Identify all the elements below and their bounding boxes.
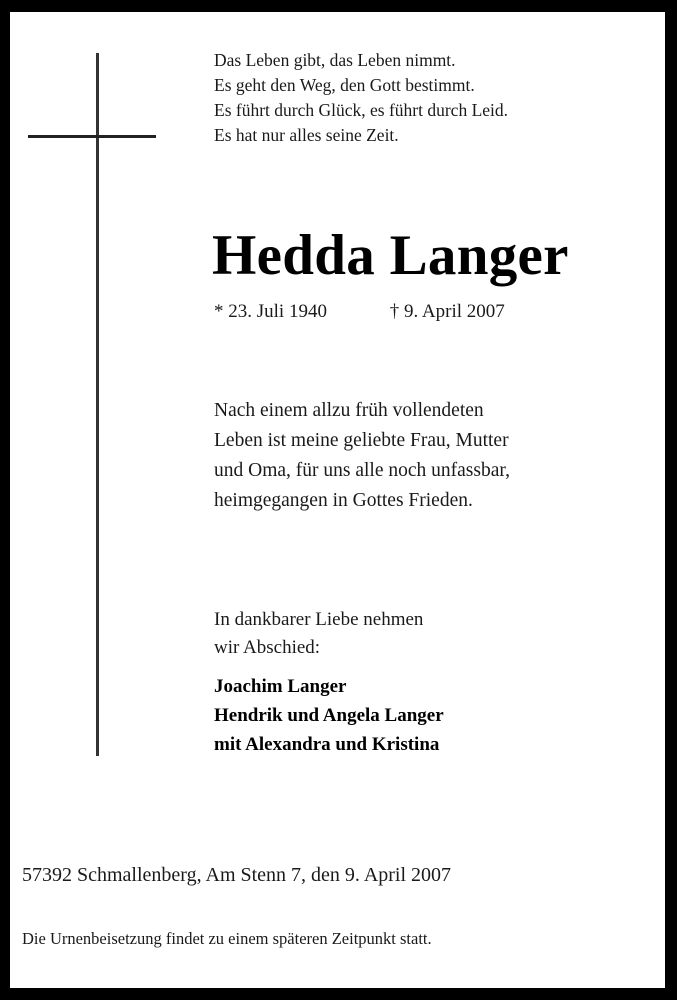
poem (214, 48, 508, 148)
message-line: Nach einem allzu früh vollendeten (214, 400, 484, 421)
address-line: 57392 Schmallenberg, Am Stenn 7, den 9. April 2007 (22, 864, 452, 886)
message-line: und Oma, für uns alle noch unfassbar, (214, 460, 510, 481)
poem-line: Es geht den Weg, den Gott bestimmt. (214, 75, 475, 95)
birth-date: * 23. Juli 1940 (214, 301, 327, 322)
life-dates (214, 300, 505, 324)
farewell-text (214, 606, 423, 662)
burial-note: Die Urnenbeisetzung findet zu einem späteren Zeitpunkt statt. (22, 929, 432, 948)
cross-icon-horizontal (28, 135, 156, 138)
family-names (214, 672, 444, 759)
poem-line: Das Leben gibt, das Leben nimmt. (214, 50, 456, 70)
poem-line: Es führt durch Glück, es führt durch Leid. (214, 100, 509, 120)
family-line: Joachim Langer (214, 676, 347, 697)
family-line: mit Alexandra und Kristina (214, 734, 440, 755)
farewell-line: In dankbarer Liebe nehmen (214, 609, 424, 630)
message-line: heimgegangen in Gottes Frieden. (214, 490, 473, 511)
message-line: Leben ist meine geliebte Frau, Mutter (214, 430, 509, 451)
obituary-message (214, 396, 510, 516)
cross-icon-vertical (96, 53, 99, 756)
family-line: Hendrik und Angela Langer (214, 705, 444, 726)
farewell-line: wir Abschied: (214, 637, 321, 658)
death-date: † 9. April 2007 (389, 301, 505, 322)
deceased-name: Hedda Langer (212, 224, 569, 287)
poem-line: Es hat nur alles seine Zeit. (214, 125, 399, 145)
obituary-card (10, 12, 665, 988)
